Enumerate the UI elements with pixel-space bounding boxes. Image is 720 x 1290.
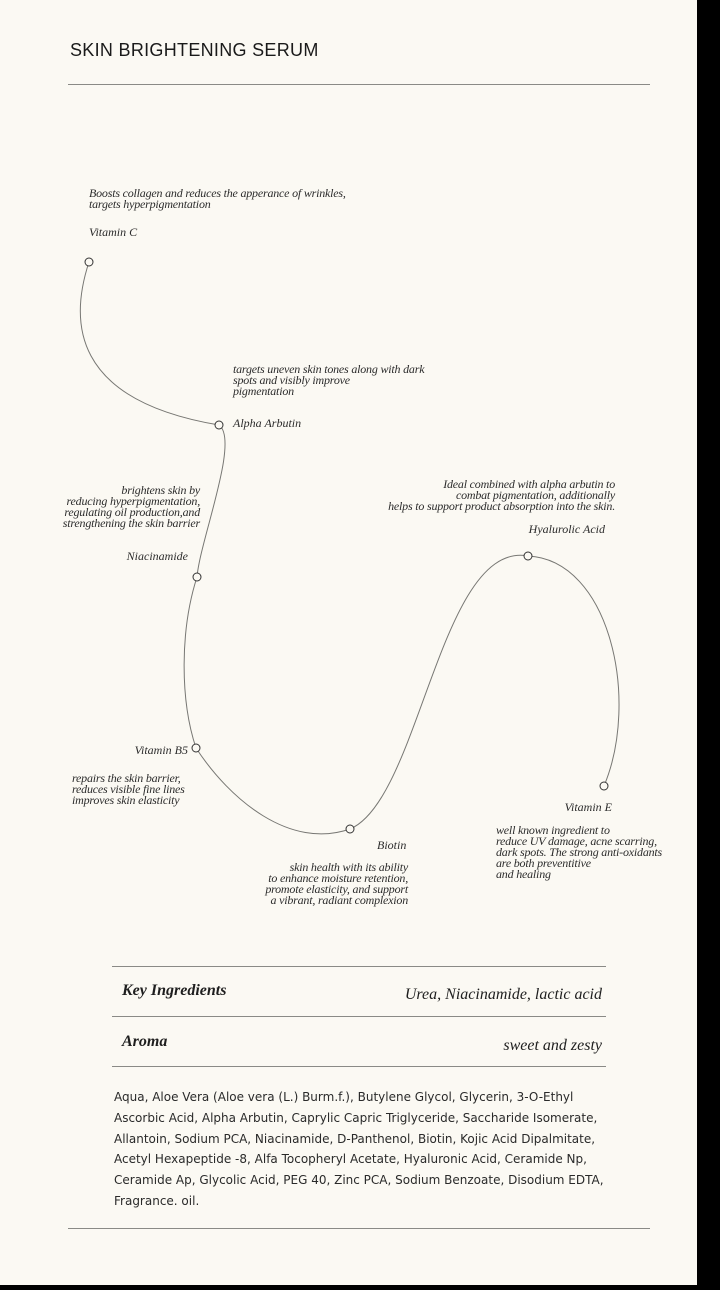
window-edge-bottom xyxy=(0,1285,720,1290)
node-vitamin-b5 xyxy=(192,744,200,752)
niacinamide-description: brightens skin by reducing hyperpigmentation, regulating oil production,and strengthening the skin barrier xyxy=(62,483,200,530)
aroma-value: sweet and zesty xyxy=(503,1037,602,1054)
table-middle-divider xyxy=(112,1016,606,1017)
key-ingredients-value: Urea, Niacinamide, lactic acid xyxy=(404,986,602,1003)
footer-divider xyxy=(68,1228,650,1229)
key-ingredients-label: Key Ingredients xyxy=(122,982,227,999)
hyaluronic-acid-label: Hyalurolic Acid xyxy=(528,522,605,536)
alpha-arbutin-description: targets uneven skin tones along with dark spots and visibly improve pigmentation xyxy=(233,362,425,398)
hyaluronic-acid-description: Ideal combined with alpha arbutin to combat pigmentation, additionally helps to support product absorption into the skin. xyxy=(388,477,615,513)
niacinamide-label: Niacinamide xyxy=(126,549,188,563)
vitamin-b5-description: repairs the skin barrier, reduces visible fine lines improves skin elasticity xyxy=(72,771,185,807)
node-niacinamide xyxy=(193,573,201,581)
vitamin-c-label: Vitamin C xyxy=(89,225,138,239)
aroma-label: Aroma xyxy=(122,1033,168,1050)
alpha-arbutin-label: Alpha Arbutin xyxy=(233,416,302,430)
biotin-label: Biotin xyxy=(377,838,407,852)
table-bottom-divider xyxy=(112,1066,606,1067)
vitamin-e-label: Vitamin E xyxy=(564,800,612,814)
node-alpha-arbutin xyxy=(215,421,223,429)
vitamin-b5-label: Vitamin B5 xyxy=(134,743,188,757)
node-vitamin-e xyxy=(600,782,608,790)
table-top-divider xyxy=(112,966,606,967)
vitamin-e-description: well known ingredient to reduce UV damage, acne scarring, dark spots. The strong anti-oxidants are both preventitive and healing xyxy=(496,823,663,881)
inci-ingredient-list: Aqua, Aloe Vera (Aloe vera (L.) Burm.f.), Butylene Glycol, Glycerin, 3-O-Ethyl Ascorbic Acid, Alpha Arbutin, Caprylic Capric Triglyceride, Saccharide Isomerate, Allantoin, Sodium PCA, Niacinamide, D-Panthenol, Biotin, Kojic Acid Dipalmitate, Acetyl Hexapeptide -8, Alfa Tocopheryl Acetate, Hyaluronic Acid, Ceramide Np, Ceramide Ap, Glycolic Acid, PEG 40, Zinc PCA, Sodium Benzoate, Disodium EDTA, Fragrance. oil. xyxy=(114,1090,604,1208)
vitamin-c-description: Boosts collagen and reduces the apperance of wrinkles, targets hyperpigmentation xyxy=(89,186,346,211)
node-biotin xyxy=(346,825,354,833)
page-title: SKIN BRIGHTENING SERUM xyxy=(70,40,319,60)
biotin-description: skin health with its ability to enhance moisture retention, promote elasticity, and support a vibrant, radiant complexion xyxy=(265,860,408,907)
node-vitamin-c xyxy=(85,258,93,266)
window-edge-right xyxy=(697,0,720,1290)
node-hyaluronic-acid xyxy=(524,552,532,560)
